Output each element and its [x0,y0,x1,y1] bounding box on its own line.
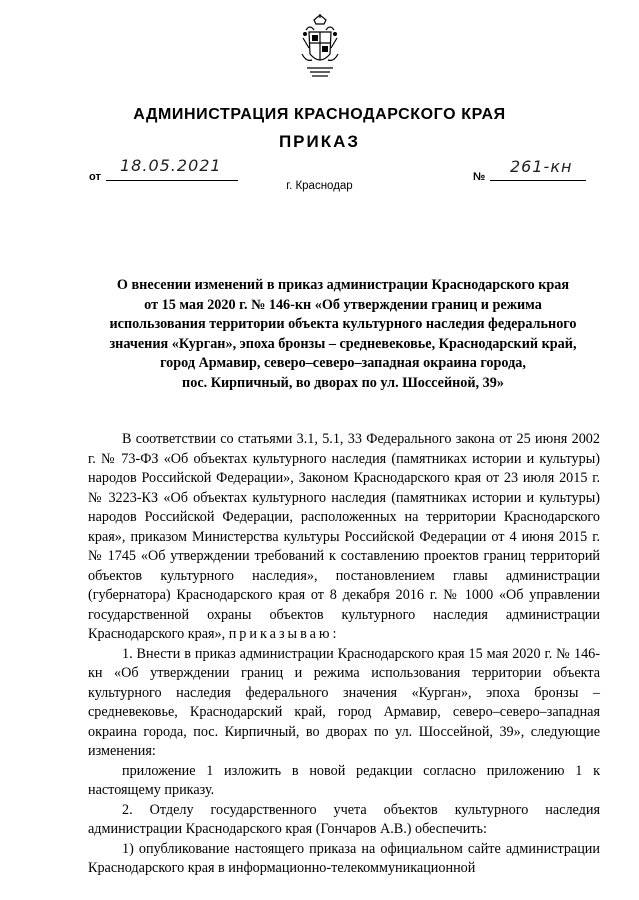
title-line: использования территории объекта культурного наследия федерального [109,316,577,332]
title-line: значения «Курган», эпоха бронзы – средневековье, Краснодарский край, [109,335,577,352]
paragraph-item-2: 2. Отделу государственного учета объектов культурного наследия администрации Краснодарского края (Гончаров А.В.) обеспечить: [88,801,600,837]
title-line: пос. Кирпичный, во дворах по ул. Шоссейной, 39» [182,374,504,391]
paragraph-subitem-1: 1) опубликование настоящего приказа на официальном сайте администрации Краснодарского края в информационно-телекоммуникационной [88,840,600,876]
document-type: ПРИКАЗ [278,132,361,151]
title-line: О внесении изменений в приказ администрации Краснодарского края [116,277,570,293]
document-title [94,276,592,393]
coat-of-arms-icon [300,14,340,82]
number-label: № [473,171,486,183]
city: г. Краснодар [286,180,353,192]
paragraph-amendment: приложение 1 изложить в новой редакции согласно приложению 1 к настоящему приказу. [88,762,600,798]
organization-name: АДМИНИСТРАЦИЯ КРАСНОДАРСКОГО КРАЯ [133,106,506,123]
preamble-text: В соответствии со статьями 3.1, 5.1, 33 Федерального закона от 25 июня 2002 г. № 73-ФЗ «Об объектах культурного наследия (памятниках истории и культуры) народов Российской Федерации», Законом Краснодарского края от 23 июля 2015 г. № 3223-КЗ «Об объектах культурного наследия (памятниках истории и культуры) народов Российской Федерации, расположенных на территории Краснодарского края», приказом Министерства культуры Российской Федерации от 4 июня 2015 г. № 1745 «Об утверждении требований к составлению проектов границ территорий объектов культурного наследия», постановлением главы администрации (губернатора) Краснодарского края от 8 декабря 2016 г. № 1000 «Об управлении государственной охраны объектов культурного наследия администрации Краснодарского края», [88,431,600,642]
order-word: приказываю: [228,626,340,642]
title-line: от 15 мая 2020 г. № 146-кн «Об утверждении границ и режима [144,296,542,313]
date-label: от [89,171,101,183]
document-body [88,430,600,879]
number-value: 261-кн [510,157,573,176]
title-line: город Армавир, северо–северо–западная окраина города, [160,355,526,371]
paragraph-item-1: 1. Внести в приказ администрации Краснодарского края 15 мая 2020 г. № 146-кн «Об утверждении границ и режима использования территории объекта культурного наследия федерального значения «Курган», эпоха бронзы – средневековье, Краснодарский край, город Армавир, северо–северо–западная окраина города, пос. Кирпичный, во дворах по ул. Шоссейной, 39», следующие изменения: [88,645,600,759]
date-value: 18.05.2021 [120,156,222,175]
paragraph-preamble [88,430,600,645]
